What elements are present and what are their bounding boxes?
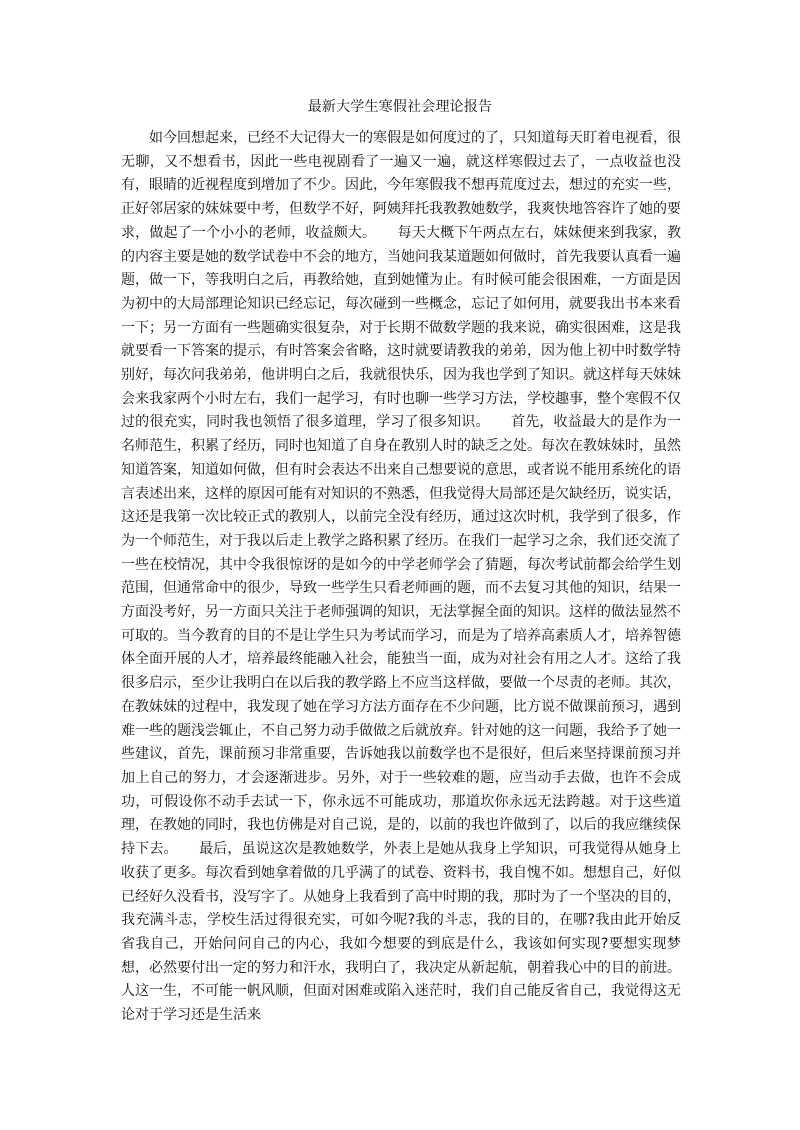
document-body-paragraph: 如今回想起来，已经不大记得大一的寒假是如何度过的了，只知道每天盯着电视看，很无聊，又不想看书，因此一些电视剧看了一遍又一遍，就这样寒假过去了，一点收益也没有，眼睛的近视程度到增加了不少。因此，今年寒假我不想再荒度过去，想过的充实一些，正好邻居家的妹妹要中考，但数学不好，阿姨拜托我教教她数学，我爽快地答容许了她的要求，做起了一个小小的老师，收益颇大。 每天大概下午两点左右，妹妹便来到我家，教的内容主要是她的数学试卷中不会的地方，当她问我某道题如何做时，首先我要认真看一遍题，做一下，等我明白之后，再教给她，直到她懂为止。有时候可能会很困难，一方面是因为初中的大局部理论知识已经忘记，每次碰到一些概念，忘记了如何用，就要我出书本来看一下；另一方面有一些题确实很复杂，对于长期不做数学题的我来说，确实很困难，这是我就要看一下答案的提示，有时答案会省略，这时就要请教我的弟弟，因为他上初中时数学特别好，每次问我弟弟，他讲明白之后，我就很快乐，因为我也学到了知识。就这样每天妹妹会来我家两个小时左右，我们一起学习，有时也聊一些学习方法，学校趣事，整个寒假不仅过的很充实，同时我也领悟了很多道理，学习了很多知识。 首先，收益最大的是作为一名师范生，积累了经历，同时也知道了自身在教别人时的缺乏之处。每次在教妹妹时，虽然知道答案，知道如何做，但有时会表达不出来自己想要说的意思，或者说不能用系统化的语言表述出来，这样的原因可能有对知识的不熟悉，但我觉得大局部还是欠缺经历，说实话，这还是我第一次比较正式的教别人，以前完全没有经历，通过这次时机，我学到了很多，作为一个师范生，对于我以后走上教学之路积累了经历。在我们一起学习之余，我们还交流了一些在校情况，其中令我很惊讶的是如今的中学老师学会了猜题，每次考试前都会给学生划范围，但通常命中的很少，导致一些学生只看老师画的题，而不去复习其他的知识，结果一方面没考好，另一方面只关注于老师强调的知识，无法掌握全面的知识。这样的做法显然不可取的。当今教育的目的不是让学生只为考试而学习，而是为了培养高素质人才，培养智德体全面开展的人才，培养最终能融入社会，能独当一面，成为对社会有用之人才。这给了我很多启示，至少让我明白在以后我的教学路上不应当这样做，要做一个尽责的老师。其次，在教妹妹的过程中，我发现了她在学习方法方面存在不少问题，比方说不做课前预习，遇到难一些的题浅尝辄止，不自己努力动手做做之后就放弃。针对她的这一问题，我给予了她一些建议，首先，课前预习非常重要，告诉她我以前数学也不是很好，但后来坚持课前预习并加上自己的努力，才会逐渐进步。另外，对于一些较难的题，应当动手去做，也许不会成功，可假设你不动手去试一下，你永远不可能成功，那道坎你永远无法跨越。对于这些道理，在教她的同时，我也仿佛是对自己说，是的，以前的我也许做到了，以后的我应继续保持下去。 最后，虽说这次是教她数学，外表上是她从我身上学知识，可我觉得从她身上收获了更多。每次看到她拿着做的几乎满了的试卷、资料书，我自愧不如。想想自己，好似已经好久没看书，没写字了。从她身上我看到了高中时期的我，那时为了一个坚决的目的，我充满斗志，学校生活过得很充实，可如今呢?我的斗志，我的目的，在哪?我由此开始反省我自己，开始问问自己的内心，我如今想要的到底是什么，我该如何实现?要想实现梦想，必然要付出一定的努力和汗水，我明白了，我决定从新起航，朝着我心中的目的前进。人这一生，不可能一帆风顺，但面对困难或陷入迷茫时，我们自己能反省自己，我觉得这无论对于学习还是生活来 [121, 130, 681, 1024]
document-title: 最新大学生寒假社会理论报告 [307, 99, 493, 115]
